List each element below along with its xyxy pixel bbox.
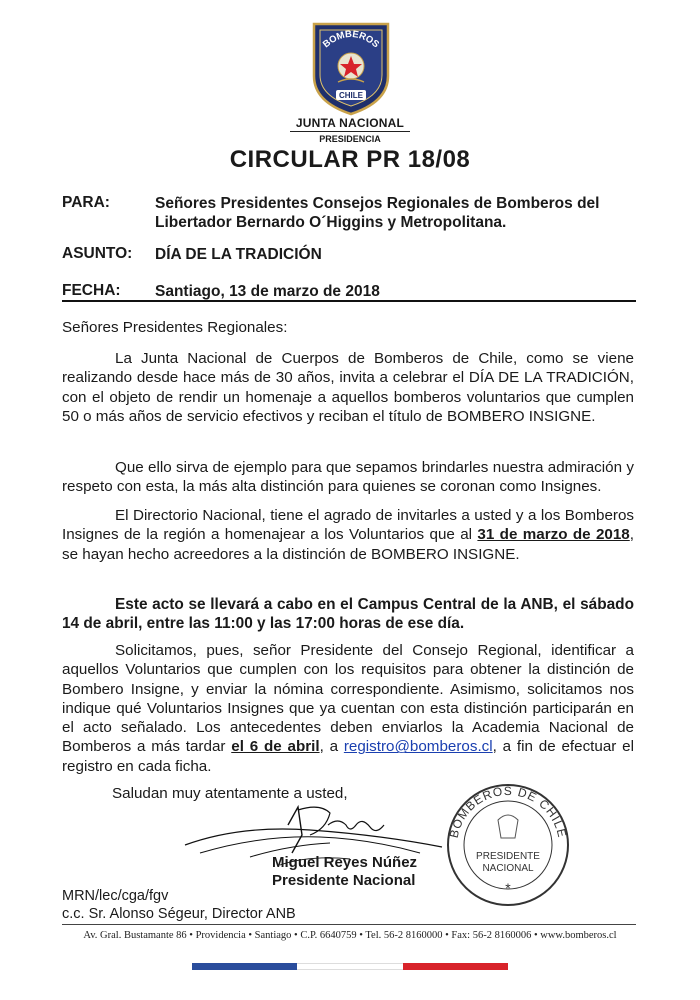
stamp-line-1: PRESIDENTE — [476, 851, 540, 862]
org-subtitle: PRESIDENCIA — [319, 134, 381, 144]
flag-blue-segment — [192, 963, 297, 970]
paragraph-1: La Junta Nacional de Cuerpos de Bomberos de Chile, como se viene realizando desde hace más de 30 años, invita a celebrar el DÍA DE LA TRADICIÓN, con el objeto de rendir un homenaje a aquellos bomberos voluntarios que cumplen 50 o más años de servicio efectivos y reciban el título de BOMBERO INSIGNE. — [62, 350, 634, 425]
email-link[interactable]: registro@bomberos.cl — [343, 738, 493, 756]
fecha-label: FECHA: — [62, 282, 121, 299]
paragraph-3-text-a: El Directorio Nacional, tiene el agrado de invitarles a usted y a los Bomberos Insignes de la región a homenajear a los Voluntarios que al — [62, 507, 634, 544]
svg-text:BOMBEROS DE CHILE — [447, 784, 570, 839]
asunto-label: ASUNTO: — [62, 245, 133, 262]
paragraph-3 — [62, 506, 634, 564]
paragraph-3-text-b: , se hayan hecho acreedores a la distinción de BOMBERO INSIGNE. — [62, 526, 634, 563]
carbon-copy: c.c. Sr. Alonso Ségeur, Director ANB — [62, 906, 296, 922]
signer-name: Miguel Reyes Núñez — [272, 854, 418, 871]
paragraph-2: Que ello sirva de ejemplo para que sepamos brindarles nuestra admiración y respeto con esta, la más alta distinción para quienes se coronan como Insignes. — [62, 459, 634, 496]
flag-stripe — [192, 963, 508, 970]
flag-white-segment — [297, 963, 403, 970]
paragraph-5-text-a: Solicitamos, pues, señor Presidente del Consejo Regional, identificar a aquellos Voluntarios que cumplen con los requisitos para obtener la distinción de Bombero Insigne, y enviar la nómina correspondiente. Asimismo, solicitamos nos indique qué Voluntarios Insignes que ya cuentan con esta distinción participarán en el acto señalado. Los antecedentes deben enviarlos la Academia Nacional de Bomberos a más tardar — [62, 642, 634, 756]
logo-text-top: BOMBEROS — [320, 28, 382, 51]
paragraph-5-text-b: , a — [319, 738, 344, 756]
official-stamp — [443, 780, 573, 910]
closing: Saludan muy atentamente a usted, — [112, 785, 348, 802]
logo-text-bottom: CHILE — [339, 91, 363, 100]
stamp-star: * — [505, 880, 511, 896]
salutation: Señores Presidentes Regionales: — [62, 319, 288, 336]
para-value: Señores Presidentes Consejos Regionales de Bomberos del Libertador Bernardo O´Higgins y Metropolitana. — [155, 195, 600, 231]
fecha-value: Santiago, 13 de marzo de 2018 — [155, 283, 380, 300]
footer-divider — [62, 924, 636, 925]
paragraph-5 — [62, 641, 634, 776]
stamp-line-2: NACIONAL — [482, 863, 534, 874]
para-label: PARA: — [62, 194, 110, 211]
circular-title: CIRCULAR PR 18/08 — [229, 146, 471, 173]
bomberos-chile-logo — [310, 20, 392, 116]
paragraph-5-text-c: , a fin de efectuar el registro en cada ficha. — [62, 738, 634, 775]
org-divider — [290, 131, 410, 132]
deadline-date: 31 de marzo de 2018 — [477, 526, 630, 544]
asunto-value: DÍA DE LA TRADICIÓN — [155, 246, 322, 263]
stamp-arc-text: BOMBEROS DE CHILE — [446, 783, 570, 840]
reference-initials: MRN/lec/cga/fgv — [62, 888, 169, 904]
event-details: Este acto se llevará a cabo en el Campus Central de la ANB, el sábado 14 de abril, entre las 11:00 y las 17:00 horas de ese día. — [62, 596, 634, 633]
org-name: JUNTA NACIONAL — [295, 116, 405, 130]
signer-title: Presidente Nacional — [272, 872, 416, 889]
flag-red-segment — [403, 963, 508, 970]
footer-address: Av. Gral. Bustamante 86 • Providencia • Santiago • C.P. 6640759 • Tel. 56-2 8160000 • Fax: 56-2 8160006 • www.bomberos.cl — [83, 930, 617, 941]
header-divider — [62, 300, 636, 302]
submission-date: el 6 de abril — [231, 738, 320, 756]
